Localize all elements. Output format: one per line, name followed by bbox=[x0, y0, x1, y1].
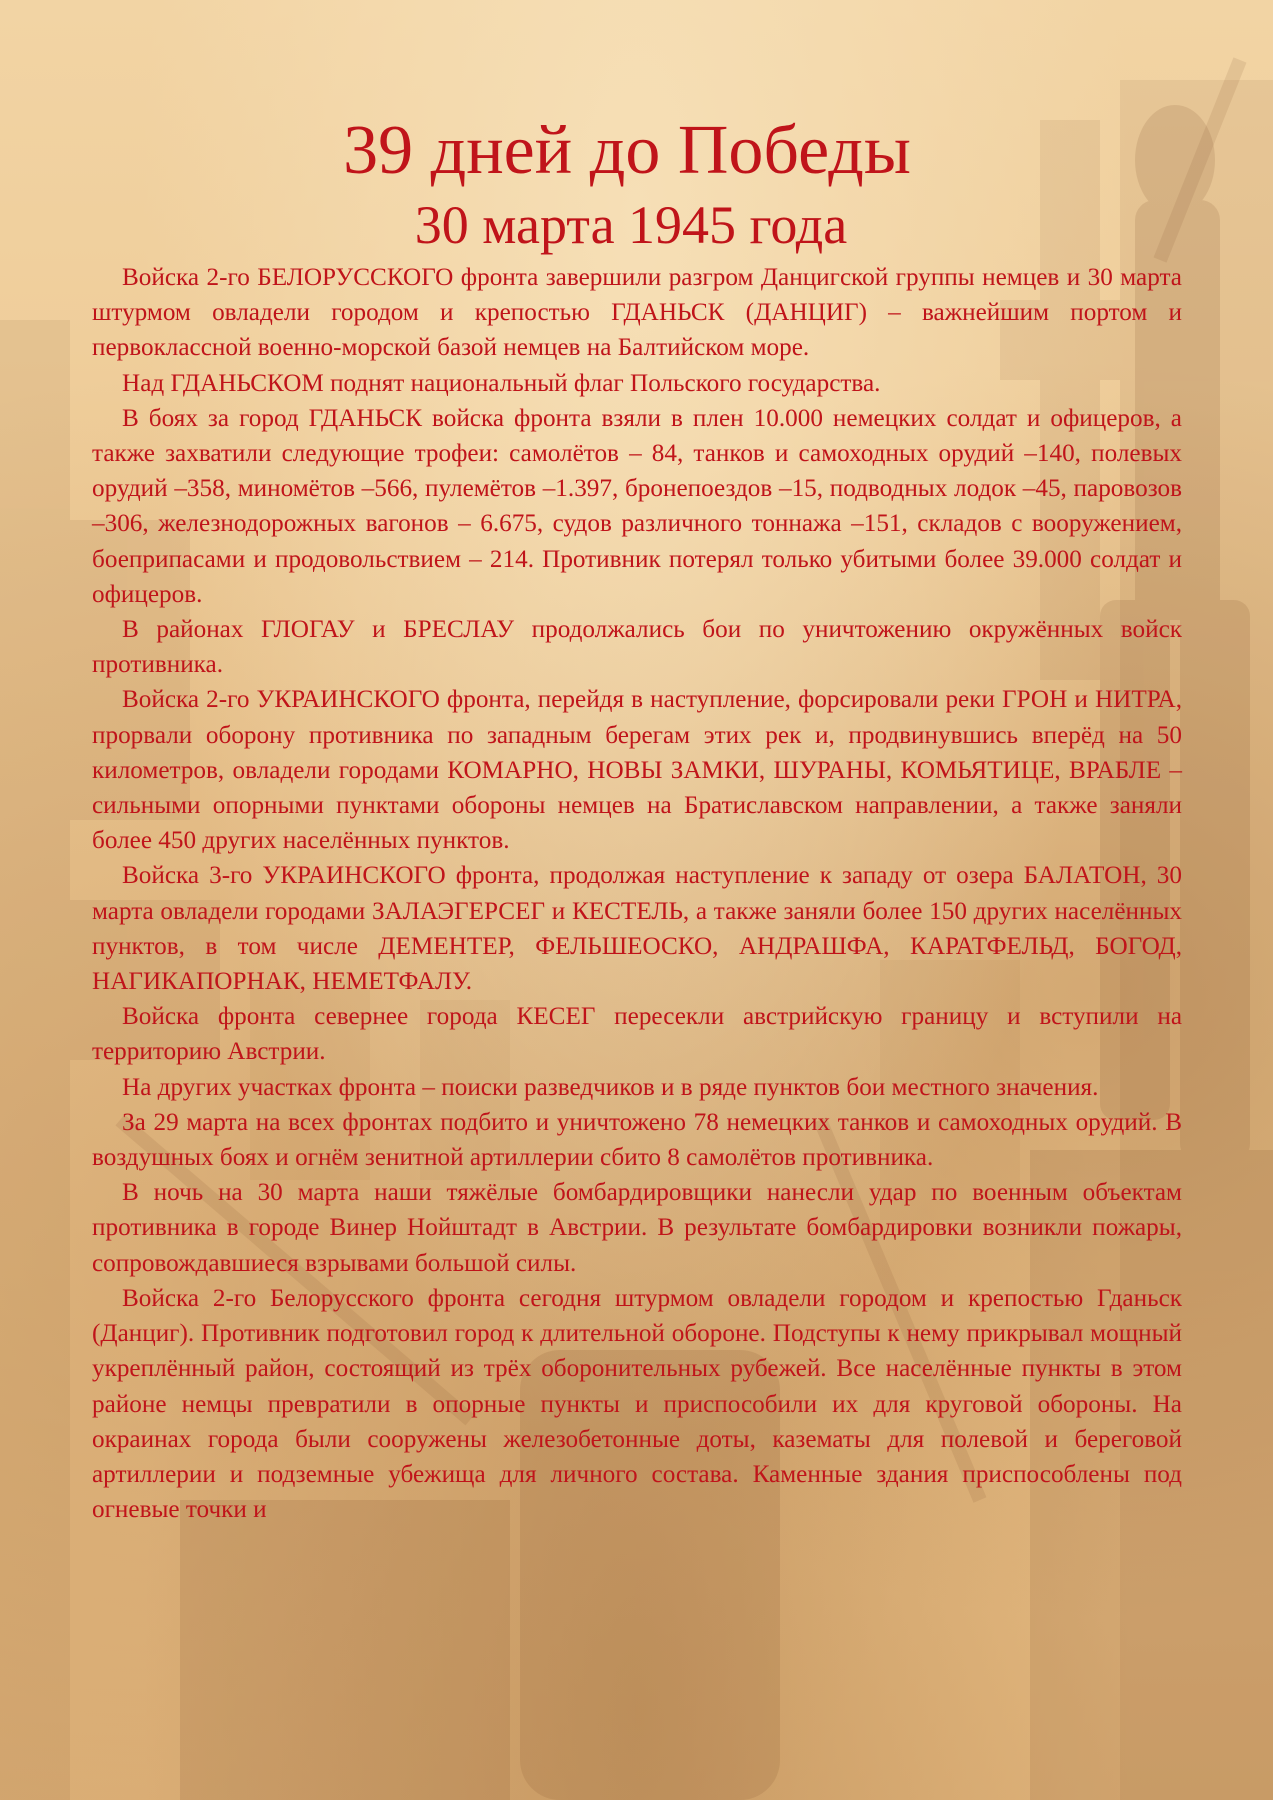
paragraph: В районах ГЛОГАУ и БРЕСЛАУ продолжались бои по уничтожению окружённых войск противника. bbox=[92, 616, 1182, 679]
paragraph: В ночь на 30 марта наши тяжёлые бомбардировщики нанесли удар по военным объектам противника в городе Винер Нойштадт в Австрии. В результате бомбардировки возникли пожары, сопровождавшиеся взрывами большой силы. bbox=[92, 1179, 1182, 1277]
document-body bbox=[92, 260, 1182, 1527]
paragraph: Войска 2-го БЕЛОРУССКОГО фронта завершили разгром Данцигской группы немцев и 30 марта штурмом овладели городом и крепостью ГДАНЬСК (ДАНЦИГ) – важнейшим портом и первоклассной военно-морской базой немцев на Балтийском море. bbox=[92, 264, 1182, 362]
paragraph: Над ГДАНЬСКОМ поднят национальный флаг Польского государства. bbox=[122, 369, 881, 397]
paragraph: Войска фронта севернее города КЕСЕГ пересекли австрийскую границу и вступили на территорию Австрии. bbox=[92, 1003, 1182, 1066]
paragraph: Войска 2-го УКРАИНСКОГО фронта, перейдя в наступление, форсировали реки ГРОН и НИТРА, прорвали оборону противника по западным берегам этих рек и, продвинувшись вперёд на 50 километров, овладели городами КОМАРНО, НОВЫ ЗАМКИ, ШУРАНЫ, КОМЬЯТИЦЕ, ВРАБЛЕ – сильными опорными пунктами обороны немцев на Братиславском направлении, а также заняли более 450 других населённых пунктов. bbox=[92, 686, 1182, 855]
document-date: 30 марта 1945 года bbox=[414, 195, 848, 255]
document-page bbox=[92, 110, 1182, 1527]
paragraph: Войска 2-го Белорусского фронта сегодня штурмом овладели городом и крепостью Гданьск (Данциг). Противник подготовил город к длительной обороне. Подступы к нему прикрывал мощный укреплённый район, состоящий из трёх оборонительных рубежей. Все населённые пункты в этом районе немцы превратили в опорные пункты и приспособили их для круговой обороны. На окраинах города были сооружены железобетонные доты, казематы для полевой и береговой артиллерии и подземные убежища для личного состава. Каменные здания приспособлены под огневые точки и bbox=[92, 1284, 1182, 1524]
paragraph: За 29 марта на всех фронтах подбито и уничтожено 78 немецких танков и самоходных орудий. В воздушных боях и огнём зенитной артиллерии сбито 8 самолётов противника. bbox=[92, 1108, 1182, 1172]
paragraph: В боях за город ГДАНЬСК войска фронта взяли в плен 10.000 немецких солдат и офицеров, а также захватили следующие трофеи: самолётов – 84, танков и самоходных орудий –140, полевых орудий –358, миномётов –566, пулемётов –1.397, бронепоездов –15, подводных лодок –45, паровозов –306, железнодорожных вагонов – 6.675, судов различного тоннажа –151, складов с вооружением, боеприпасами и продовольствием – 214. Противник потерял только убитыми более 39.000 солдат и офицеров. bbox=[92, 404, 1182, 608]
paragraph: На других участках фронта – поиски разведчиков и в ряде пунктов бои местного значения. bbox=[122, 1073, 1099, 1101]
document-title: 39 дней до Победы bbox=[343, 112, 911, 189]
paragraph: Войска 3-го УКРАИНСКОГО фронта, продолжая наступление к западу от озера БАЛАТОН, 30 марта овладели городами ЗАЛАЭГЕРСЕГ и КЕСТЕЛЬ, а также заняли более 150 других населённых пунктов, в том числе ДЕМЕНТЕР, ФЕЛЬШЕОСКО, АНДРАШФА, КАРАТФЕЛЬД, БОГОД, НАГИКАПОРНАК, НЕМЕТФАЛУ. bbox=[92, 862, 1182, 996]
